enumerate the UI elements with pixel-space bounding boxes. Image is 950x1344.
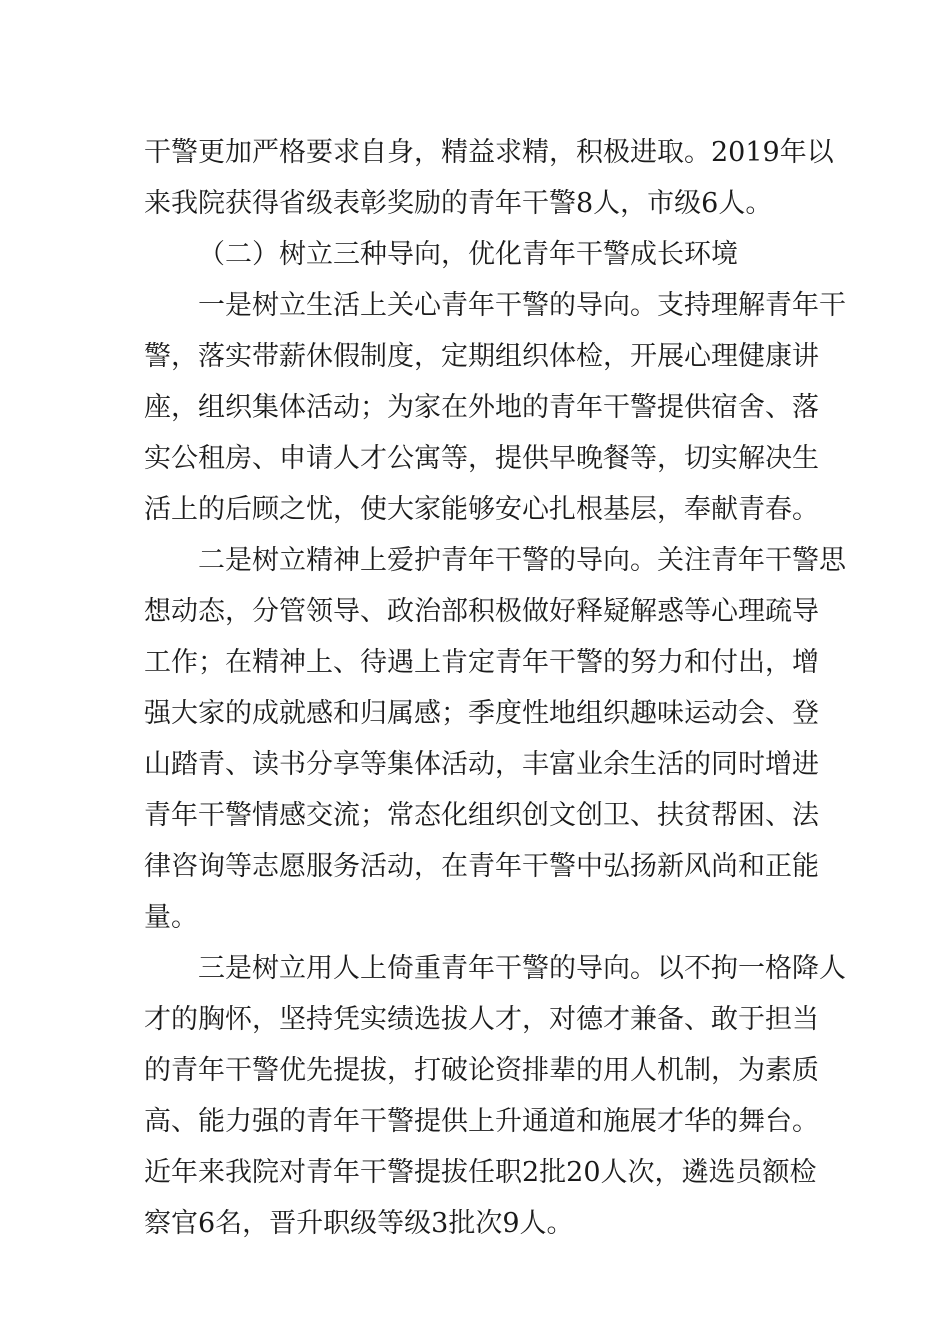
text-line: 活上的后顾之忧，使大家能够安心扎根基层，奉献青春。 [144,494,819,525]
text-line: 律咨询等志愿服务活动，在青年干警中弘扬新风尚和正能 [144,851,819,882]
text-line: 来我院获得省级表彰奖励的青年干警8人，市级6人。 [144,188,773,219]
text-line: 座，组织集体活动；为家在外地的青年干警提供宿舍、落 [144,392,819,423]
section-heading [144,229,812,280]
document-body [144,127,846,1249]
paragraph-4 [144,535,846,943]
paragraph-3 [144,280,846,535]
text-line: 山踏青、读书分享等集体活动，丰富业余生活的同时增进 [144,749,819,780]
text-line: 一是树立生活上关心青年干警的导向。支持理解青年干 [198,290,846,321]
text-line: 察官6名，晋升职级等级3批次9人。 [144,1208,574,1239]
text-line: 工作；在精神上、待遇上肯定青年干警的努力和付出，增 [144,647,819,678]
text-line: 二是树立精神上爱护青年干警的导向。关注青年干警思 [198,545,846,576]
text-line: 近年来我院对青年干警提拔任职2批20人次，遴选员额检 [144,1157,817,1188]
paragraph-1 [144,127,834,229]
text-line: 想动态，分管领导、政治部积极做好释疑解惑等心理疏导 [144,596,819,627]
text-line: 强大家的成就感和归属感；季度性地组织趣味运动会、登 [144,698,819,729]
text-line: 才的胸怀，坚持凭实绩选拔人才，对德才兼备、敢于担当 [144,1004,819,1035]
text-line: 警，落实带薪休假制度，定期组织体检，开展心理健康讲 [144,341,819,372]
text-line: 实公租房、申请人才公寓等，提供早晚餐等，切实解决生 [144,443,819,474]
text-line: 干警更加严格要求自身，精益求精，积极进取。2019年以 [144,137,834,168]
text-line: 青年干警情感交流；常态化组织创文创卫、扶贫帮困、法 [144,800,819,831]
text-line: 量。 [144,902,198,933]
text-line: 高、能力强的青年干警提供上升通道和施展才华的舞台。 [144,1106,819,1137]
text-line: （二）树立三种导向，优化青年干警成长环境 [198,239,738,270]
paragraph-5 [144,943,846,1249]
text-line: 三是树立用人上倚重青年干警的导向。以不拘一格降人 [198,953,846,984]
text-line: 的青年干警优先提拔，打破论资排辈的用人机制，为素质 [144,1055,819,1086]
